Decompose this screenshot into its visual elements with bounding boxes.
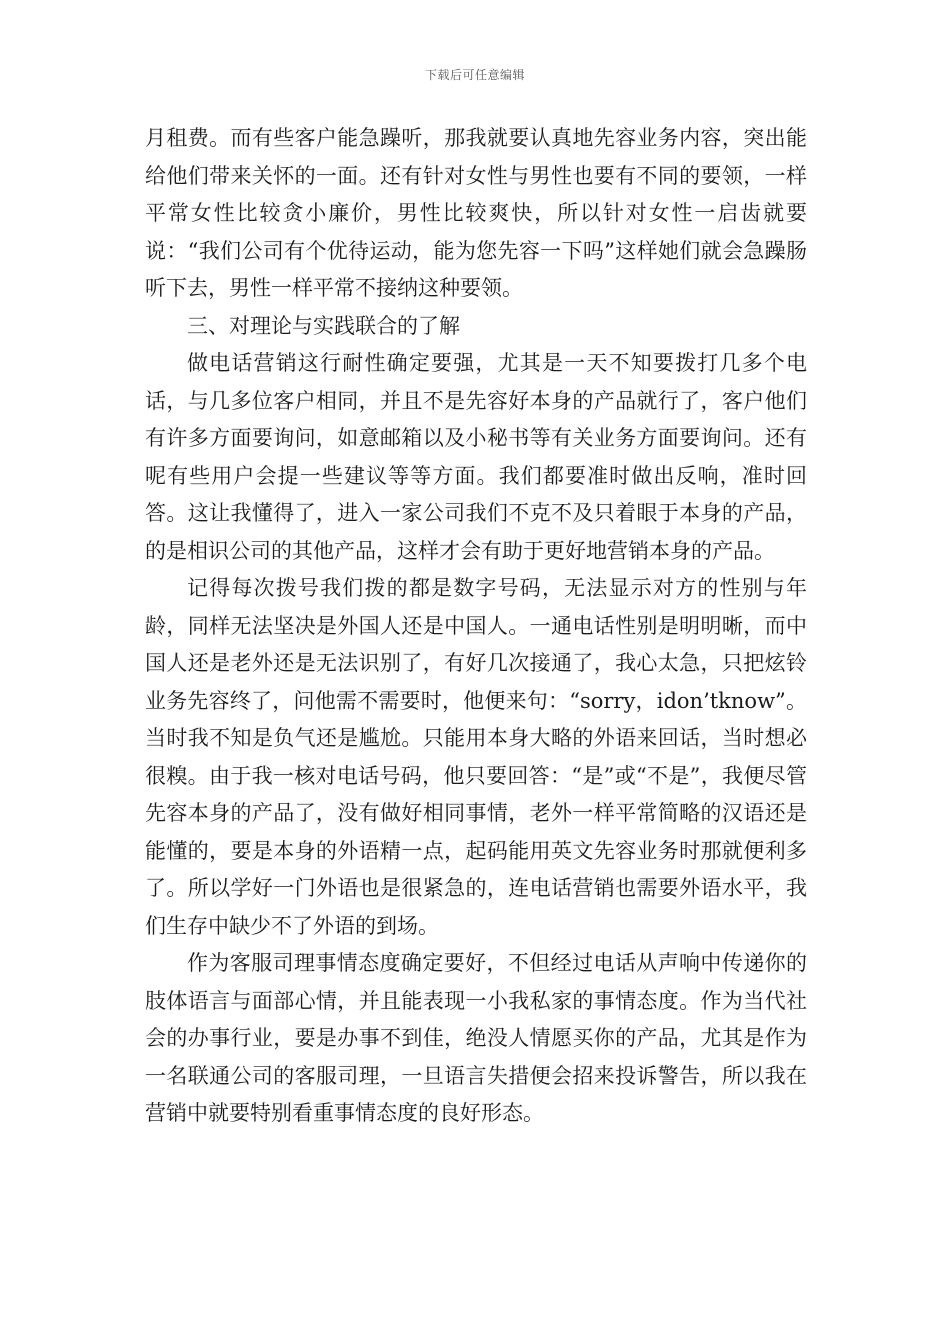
document-body	[145, 120, 807, 1133]
paragraph: 记得每次拨号我们拨的都是数字号码，无法显示对方的性别与年龄，同样无法坚决是外国人还是中国人。一通电话性别是明明晰，而中国人还是老外还是无法识别了，有好几次接通了，我心太急，只把炫铃业务先容终了，问他需不需要时，他便来句：“sorry，idon’tknow”。当时我不知是负气还是尴尬。只能用本身大略的外语来回话，当时想必很糗。由于我一核对电话号码，他只要回答：“是”或“不是”，我便尽管先容本身的产品了，没有做好相同事情，老外一样平常简略的汉语还是能懂的，要是本身的外语精一点，起码能用英文先容业务时那就便利多了。所以学好一门外语也是很紧急的，连电话营销也需要外语水平，我们生存中缺少不了外语的到场。	[145, 576, 807, 938]
section-heading: 三、对理论与实践联合的了解	[187, 313, 460, 338]
paragraph-continuation: 月租费。而有些客户能急躁听，那我就要认真地先容业务内容，突出能给他们带来关怀的一面。还有针对女性与男性也要有不同的要领，一样平常女性比较贪小廉价，男性比较爽快，所以针对女性一启齿就要说：“我们公司有个优待运动，能为您先容一下吗”这样她们就会急躁肠听下去，男性一样平常不接纳这种要领。	[145, 126, 807, 300]
paragraph: 做电话营销这行耐性确定要强，尤其是一天不知要拨打几多个电话，与几多位客户相同，并且不是先容好本身的产品就行了，客户他们有许多方面要询问，如意邮箱以及小秘书等有关业务方面要询问。还有呢有些用户会提一些建议等等方面。我们都要准时做出反响，准时回答。这让我懂得了，进入一家公司我们不克不及只着眼于本身的产品，的是相识公司的其他产品，这样才会有助于更好地营销本身的产品。	[145, 351, 807, 563]
page-header: 下载后可任意编辑	[424, 68, 525, 82]
paragraph: 作为客服司理事情态度确定要好，不但经过电话从声响中传递你的肢体语言与面部心情，并且能表现一小我私家的事情态度。作为当代社会的办事行业，要是办事不到佳，绝没人情愿买你的产品，尤其是作为一名联通公司的客服司理，一旦语言失措便会招来投诉警告，所以我在营销中就要特别看重事情态度的良好形态。	[145, 951, 807, 1125]
